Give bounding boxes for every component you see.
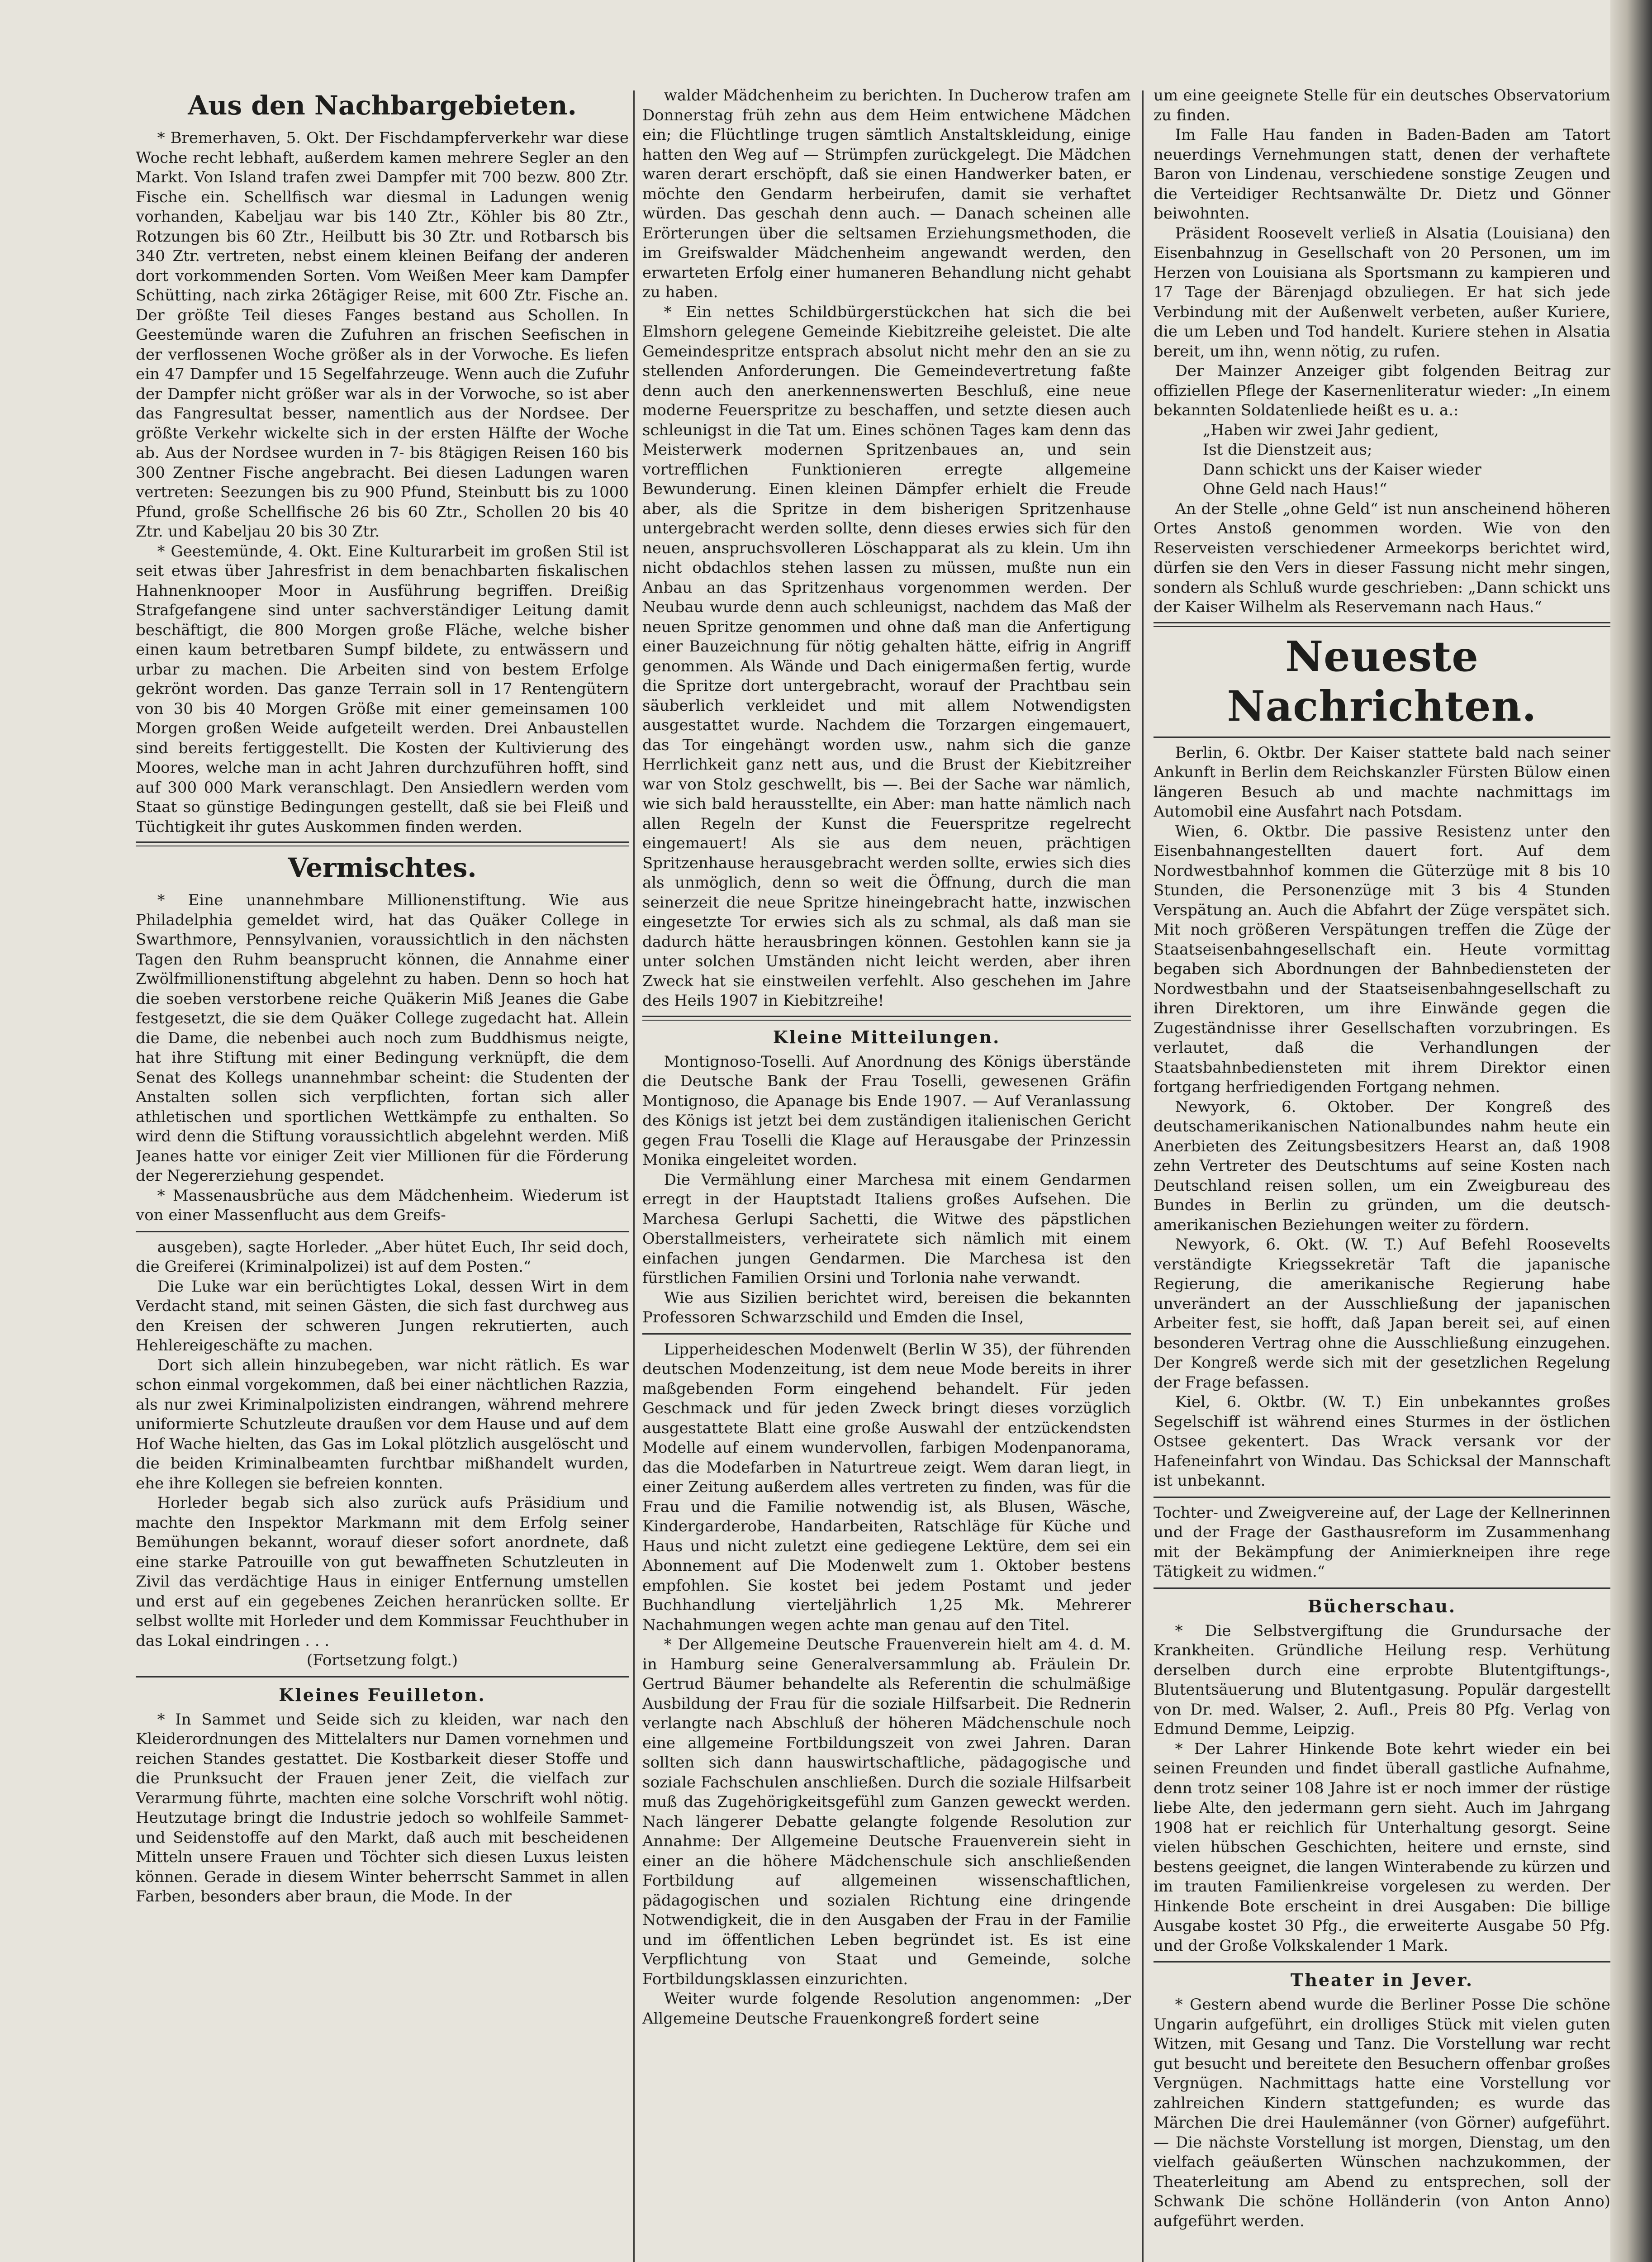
article-kellnerinnen-cont: Tochter- und Zweigvereine auf, der Lage der Kellnerinnen und der Frage der Gasthausreform im Zusammenhang mit der Bekämpfung der Animierkneipen ihre rege Tätigkeit zu widmen.“	[1154, 1503, 1610, 1581]
article-fall-hau: Im Falle Hau fanden in Baden-Baden am Tatort neuerdings Vernehmungen statt, denen der verhaftete Baron von Lindenau, verschiedene sonstige Zeugen und die Verteidiger Rechtsanwälte Dr. Dietz und Gönner beiwohnten.	[1154, 126, 1610, 223]
article-sammet-seide: * In Sammet und Seide sich zu kleiden, war nach den Kleiderordnungen des Mittelalters nur Damen vornehmen und reichen Standes gestattet. Die Kostbarkeit dieser Stoffe und die Prunksucht der Frauen jener Zeit, die vielfach zur Verarmung führte, machten eine solche Vorschrift wohl nötig. Heutzutage bringt die Industrie jedoch so wohlfeile Sammet- und Seidenstoffe auf den Markt, daß auch mit bescheidenen Mitteln unsere Frauen und Töchter sich diesen Luxus leisten können. Gerade in diesem Winter beherrscht Sammet in allen Farben, besonders aber braun, die Mode. In der	[136, 1710, 629, 1906]
news-newyork-1: Newyork, 6. Oktober. Der Kongreß des deutschamerikanischen Nationalbundes nahm heute ein Anerbieten des Zeitungsbesitzers Hearst an, daß 1908 zehn Vertreter des Deutschtums auf seine Kosten nach Deutschland reisen sollen, um ein Zweigbureau des Bundes in Berlin zu gründen, um die deutsch-amerikanischen Beziehungen weiter zu fördern.	[1154, 1098, 1610, 1234]
section-heading-mitteilungen: Kleine Mitteilungen.	[773, 1026, 1001, 1047]
article-geestemuende: * Geestemünde, 4. Okt. Eine Kulturarbeit im großen Stil ist seit etwas über Jahresfrist in dem benachbarten fiskalischen Hahnenknooper Moor in Ausführung begriffen. Dreißig Strafgefangene sind unter sachverständiger Leitung damit beschäftigt, die 800 Morgen große Fläche, welche bisher einen kaum betretbaren Sumpf bildete, zu entwässern und urbar zu machen. Die Arbeiten sind von bestem Erfolge gekrönt worden. Das ganze Terrain soll in 17 Rentengütern von 30 bis 40 Morgen Größe mit einer gemeinsamen 100 Morgen großen Weide aufgeteilt werden. Drei Anbaustellen sind bereits fertiggestellt. Die Kosten der Kultivierung des Moores, welche man in acht Jahren durchzuführen hofft, sind auf 300 000 Mark veranschlagt. Den Ansiedlern werden vom Staat so günstige Bedingungen gestellt, daß sie bei Fleiß und Tüchtigkeit ihr gutes Auskommen finden werden.	[136, 542, 629, 836]
poem-line: Dann schickt uns der Kaiser wieder	[1202, 460, 1481, 479]
article-marchesa: Die Vermählung einer Marchesa mit einem Gendarmen erregt in der Hauptstadt Italiens großes Aufsehen. Die Marchesa Gerlupi Sachetti, die Witwe des päpstlichen Oberstallmeisters, verheiratete sich nämlich mit einem einfachen jungen Gendarmen. Die Marchesa ist den fürstlichen Familien Orsini und Torlonia nahe verwandt.	[642, 1170, 1131, 1287]
article-ohne-geld: An der Stelle „ohne Geld“ ist nun anscheinend höheren Ortes Anstoß genommen worden. Wie von den Reserveisten verschiedener Armeekorps berichtet wird, dürfen sie den Vers in dieser Fassung nicht mehr singen, sondern als Schluß wurde geschrieben: „Dann schickt uns der Kaiser Wilhelm als Reservemann nach Haus.“	[1154, 499, 1610, 616]
column-right	[1154, 86, 1610, 2262]
news-berlin: Berlin, 6. Oktbr. Der Kaiser stattete bald nach seiner Ankunft in Berlin dem Reichskanzler Fürsten Bülow einen längeren Besuch ab und machte nachmittags im Automobil eine Ausfahrt nach Potsdam.	[1154, 743, 1610, 821]
section-divider	[642, 1016, 1131, 1021]
section-divider	[136, 1676, 629, 1677]
article-resolution: Weiter wurde folgende Resolution angenommen: „Der Allgemeine Deutsche Frauenkongreß fordert seine	[642, 1990, 1131, 2028]
poem-line: „Haben wir zwei Jahr gedient,	[1202, 421, 1439, 439]
article-maedchenheim-start: * Massenausbrüche aus dem Mädchenheim. Wiederum ist von einer Massenflucht aus dem Greifs-	[136, 1186, 629, 1224]
section-divider	[1154, 1961, 1610, 1963]
article-kasernenliteratur: Der Mainzer Anzeiger gibt folgenden Beitrag zur offiziellen Pflege der Kasernenliteratur wieder: „In einem bekannten Soldatenliede heißt es u. a.:	[1154, 362, 1610, 419]
review-hinkende-bote: * Der Lahrer Hinkende Bote kehrt wieder ein bei seinen Freunden und findet überall gastliche Aufnahme, denn trotz seiner 108 Jahre ist er noch immer der rüstige liebe Alte, den jedermann gern sieht. Auch im Jahrgang 1908 hat er reichlich für Unterhaltung gesorgt. Seine vielen hübschen Geschichten, heitere und ernste, sind bestens geeignet, die langen Winterabende zu kürzen und im trauten Familienkreise vorgelesen zu werden. Der Hinkende Bote erscheint in drei Ausgaben: Die billige Ausgabe kostet 30 Pfg., die erweiterte Ausgabe 50 Pfg. und der Große Volkskalender 1 Mark.	[1154, 1739, 1610, 1955]
news-newyork-2: Newyork, 6. Okt. (W. T.) Auf Befehl Roosevelts verständigte Kriegssekretär Taft die japanische Regierung, die amerikanische Regierung habe unverändert an der Ausschließung der japanischen Arbeiter fest, sie hofft, daß Japan bereit sei, auf einen besonderen Vertrag ohne die Ausschließung einzugehen. Der Kongreß werde sich mit der gesetzlichen Regelung der Frage befassen.	[1154, 1236, 1610, 1392]
article-maedchenheim-cont: walder Mädchenheim zu berichten. In Ducherow trafen am Donnerstag früh zehn aus dem Heim entwichene Mädchen ein; die Flüchtlinge trugen sämtlich Anstaltskleidung, einige hatten den Weg auf — Strümpfen zurückgelegt. Die Mädchen waren derart erschöpft, daß sie einen Handwerker baten, er möchte den Gendarm herbeirufen, damit sie verhaftet würden. Das geschah denn auch. — Danach scheinen alle Erörterungen über die seltsamen Erziehungsmethoden, die im Greifswalder Mädchenheim angewandt werden, den erwarteten Erfolg einer humaneren Behandlung nicht gehabt zu haben.	[642, 86, 1131, 301]
section-heading-nachbargebiete: Aus den Nachbargebieten.	[188, 90, 577, 121]
article-frauenverein: * Der Allgemeine Deutsche Frauenverein hielt am 4. d. M. in Hamburg seine Generalversammlung ab. Fräulein Dr. Gertrud Bäumer behandelte als Referentin die schulmäßige Ausbildung der Frau für die soziale Hilfsarbeit. Die Rednerin verlangte nach Abschluß der höheren Mädchenschule noch eine allgemeine Fortbildungszeit von zwei Jahren. Daran sollten sich dann hauswirtschaftliche, pädagogische und soziale Fachschulen anschließen. Durch die soziale Hilfsarbeit muß das Zugehörigkeitsgefühl zum Ganzen geweckt werden. Nach längerer Debatte gelangte folgende Resolution zur Annahme: Der Allgemeine Deutsche Frauenverein sieht in einer an die höhere Mädchenschule sich anschließenden Fortbildung auf allgemeinen wissenschaftlichen, pädagogischen und sozialen Richtung eine dringende Notwendigkeit, die in den Ausgaben der Frau in der Familie und im öffentlichen Leben begründet ist. Es ist eine Verpflichtung von Staat und Gemeinde, solche Fortbildungsklassen einzurichten.	[642, 1635, 1131, 1988]
feuilleton-divider	[642, 1333, 1131, 1335]
section-divider	[1154, 1587, 1610, 1589]
article-toselli: Montignoso-Toselli. Auf Anordnung des Königs überstände die Deutsche Bank der Frau Toselli, gewesenen Gräfin Montignoso, die Apanage bis Ende 1907. — Auf Veranlassung des Königs ist jetzt bei dem zuständigen italienischen Gericht gegen Frau Toselli die Klage auf Herausgabe der Prinzessin Monika eingeleitet worden.	[642, 1052, 1131, 1169]
article-sizilien: Wie aus Sizilien berichtet wird, bereisen die bekannten Professoren Schwarzschild und Emden die Insel,	[642, 1288, 1131, 1326]
section-divider	[136, 841, 629, 846]
article-millionenstiftung: * Eine unannehmbare Millionenstiftung. Wie aus Philadelphia gemeldet wird, hat das Quäker College in Swarthmore, Pennsylvanien, voraussichtlich in den nächsten Tagen den Ruhm beansprucht können, die Annahme einer Zwölfmillionenstiftung abgelehnt zu haben. Denn so hoch hat die soeben verstorbene reiche Quäkerin Miß Jeanes die Gabe festgesetzt, die sie dem Quäker College zugedacht hat. Allein die Dame, die nebenbei auch noch zum Buddhismus neigte, hat ihre Stiftung mit einer Bedingung verknüpft, die dem Senat des Kollegs unannehmbar scheint: die Studenten der Anstalten sollen sich verpflichten, fortan sich aller athletischen und sportlichen Wettkämpfe zu enthalten. So wird denn die Stiftung voraussichtlich abgelehnt werden. Miß Jeanes hatte vor einiger Zeit vier Millionen für die Förderung der Negererziehung gespendet.	[136, 891, 629, 1185]
section-heading-theater: Theater in Jever.	[1290, 1970, 1474, 1990]
column-left	[136, 86, 629, 2262]
news-wien: Wien, 6. Oktbr. Die passive Resistenz unter den Eisenbahnangestellten dauert fort. Auf dem Nordwestbahnhof kommen die Güterzüge mit 8 bis 10 Stunden, die Personenzüge mit 3 bis 4 Stunden Verspätung an. Auch die Abfahrt der Züge verspätet sich. Mit noch größeren Verspätungen treffen die Züge der Staatseisenbahngesellschaft ein. Heute vormittag begaben sich Abordnungen der Bahnbediensteten der Nordwestbahn und der Staatseisenbahngesellschaft zu ihren Direktoren, um ihre Einwände gegen die Zugeständnisse ihrer Gesellschaften vorzubringen. Es verlautet, daß die Verhandlungen der Staatsbahnbediensteten mit ihrem Direktor einen fortgang herfriedigenden Fortgang nehmen.	[1154, 822, 1610, 1096]
section-heading-feuilleton: Kleines Feuilleton.	[279, 1684, 486, 1705]
poem-line: Ohne Geld nach Haus!“	[1202, 480, 1387, 498]
column-divider	[633, 90, 635, 2262]
serial-continuation: (Fortsetzung folgt.)	[306, 1651, 458, 1669]
review-theater: * Gestern abend wurde die Berliner Posse Die schöne Ungarin aufgeführt, ein drolliges Stück mit vielen guten Witzen, mit Gesang und Tanz. Die Vorstellung war recht gut besucht und bereitete den Besuchern offenbar großes Vergnügen. Nachmittags hatte eine Vorstellung vor zahlreichen Kindern stattgefunden; es wurde das Märchen Die drei Haulemänner (von Görner) aufgeführt. — Die nächste Vorstellung ist morgen, Dienstag, um den vielfach geäußerten Wünschen nachzukommen, der Theaterleitung am Abend zu entsprechen, soll der Schwank Die schöne Holländerin (von Anton Anno) aufgeführt werden.	[1154, 1996, 1610, 2230]
article-bremerhaven: * Bremerhaven, 5. Okt. Der Fischdampferverkehr war diese Woche recht lebhaft, außerdem kamen mehrere Segler an den Markt. Von Island trafen zwei Dampfer mit 700 bezw. 800 Ztr. Fische ein. Schellfisch war diesmal in Ladungen wenig vorhanden, Kabeljau war bis 140 Ztr., Köhler bis 80 Ztr., Rotzungen bis 60 Ztr., Heilbutt bis 30 Ztr. und Rotbarsch bis 340 Ztr. vertreten, nebst einem kleinen Beifang der anderen dort vorkommenden Sorten. Vom Weißen Meer kam Dampfer Schütting, nach zirka 26tägiger Reise, mit 600 Ztr. Fische an. Der größte Teil dieses Fanges bestand aus Schollen. In Geestemünde waren die Zufuhren an frischen Seefischen in der verflossenen Woche größer als in der Vorwoche. Es liefen ein 47 Dampfer und 15 Segelfahrzeuge. Wenn auch die Zufuhr der Dampfer nicht größer war als in der Vorwoche, so ist aber das Fangresultat besser, namentlich aus der Nordsee. Der größte Verkehr wickelte sich in der ersten Hälfte der Woche ab. Aus der Nordsee wurden in 7- bis 8tägigen Reisen 160 bis 300 Zentner Fische angebracht. Bei diesen Ladungen waren vertreten: Seezungen bis zu 900 Pfund, Steinbutt bis zu 1000 Pfund, große Schellfische 26 bis 60 Ztr., Schollen 20 bis 40 Ztr. und Kabeljau 20 bis 30 Ztr.	[136, 129, 629, 541]
section-heading-neueste-nachrichten: Neueste Nachrichten.	[1227, 632, 1537, 731]
section-divider	[1154, 622, 1610, 627]
section-heading-vermischtes: Vermischtes.	[288, 852, 477, 883]
article-roosevelt: Präsident Roosevelt verließ in Alsatia (Louisiana) den Eisenbahnzug in Gesellschaft von 20 Personen, um im Herzen von Louisiana als Sportsmann zu kampieren und 17 Tage der Bärenjagd obzuliegen. Er hat sich jede Verbindung mit der Außenwelt verbeten, außer Kuriere, die um Leben und Tod handelt. Kuriere stehen in Alsatia bereit, um ihn, wenn nötig, zu rufen.	[1154, 224, 1610, 361]
section-heading-buecherschau: Bücherschau.	[1307, 1596, 1457, 1616]
serial-paragraph: Horleder begab sich also zurück aufs Präsidium und machte den Inspektor Markmann mit dem Erfolg seiner Bemühungen bekannt, worauf dieser sofort anordnete, daß eine starke Patrouille von gut bewaffneten Schutzleuten in Zivil das verdächtige Haus in einiger Entfernung umstellen und erst auf ein gegebenes Zeichen heranrücken sollte. Er selbst wollte mit Horleder und dem Kommissar Feuchthuber in das Lokal eindringen . . .	[136, 1494, 629, 1650]
section-divider	[1154, 737, 1610, 738]
page-edge-shadow	[1610, 0, 1652, 2262]
serial-paragraph: Dort sich allein hinzubegeben, war nicht rätlich. Es war schon einmal vorgekommen, daß bei einer nächtlichen Razzia, als nur zwei Kriminalpolizisten eindrangen, während mehrere uniformierte Schutzleute draußen vor dem Hause und auf dem Hof Wache hielten, das Gas im Lokal plötzlich ausgelöscht und die beiden Kriminalbeamten furchtbar mißhandelt wurden, ehe ihre Kollegen sie befreien konnten.	[136, 1356, 629, 1492]
serial-paragraph: ausgeben), sagte Horleder. „Aber hütet Euch, Ihr seid doch, die Greiferei (Kriminalpolizei) ist auf dem Posten.“	[136, 1238, 629, 1276]
column-divider	[1142, 90, 1144, 2262]
column-middle	[642, 86, 1131, 2262]
feuilleton-divider	[1154, 1497, 1610, 1498]
feuilleton-divider	[136, 1231, 629, 1232]
news-kiel: Kiel, 6. Oktbr. (W. T.) Ein unbekanntes großes Segelschiff ist während eines Sturmes in der östlichen Ostsee gekentert. Das Wrack versank vor der Hafeneinfahrt von Windau. Das Schicksal der Mannschaft ist unbekannt.	[1154, 1393, 1610, 1490]
poem-line: Ist die Dienstzeit aus;	[1202, 441, 1372, 459]
review-selbstvergiftung: * Die Selbstvergiftung die Grundursache der Krankheiten. Gründliche Heilung resp. Verhütung derselben durch eine erprobte Blutentgiftungs-, Blutentsäuerung und Blutentgasung. Populär dargestellt von Dr. med. Walser, 2. Aufl., Preis 80 Pfg. Verlag von Edmund Demme, Leipzig.	[1154, 1621, 1610, 1738]
article-schildbuergerstueckchen: * Ein nettes Schildbürgerstückchen hat sich die bei Elmshorn gelegene Gemeinde Kiebitzreihe geleistet. Die alte Gemeindespritze entsprach absolut nicht mehr den an sie zu stellenden Anforderungen. Die Gemeindevertretung faßte denn auch den anerkennenswerten Beschluß, eine neue moderne Feuerspritze zu beschaffen, und setzte diesen auch schleunigst in die Tat um. Eines schönen Tages kam denn das Meisterwerk modernen Spritzenbaues an, und sein vortrefflichen Funktionieren erregte allgemeine Bewunderung. Einen kleinen Dämpfer erhielt die Freude aber, als die Spritze in dem bisherigen Spritzenhause untergebracht werden sollte, denn dieses erwies sich für den neuen, anspruchsvolleren Löschapparat als zu klein. Um ihn nicht obdachlos stehen lassen zu müssen, mußte nun ein Anbau an das Spritzenhaus vorgenommen werden. Der Neubau wurde denn auch schleunigst, nachdem das Maß der neuen Spritze genommen und ohne daß man die Anfertigung einer Bauzeichnung für nötig gehalten hätte, eifrig in Angriff genommen. Als Wände und Dach einigermaßen fertig, wurde die Spritze dort untergebracht, worauf der Prachtbau sein säuberlich verkleidet und mit allem Notwendigsten ausgestattet wurde. Nachdem die Torzargen eingemauert, das Tor eingehängt worden usw., nahm sich die ganze Herrlichkeit ganz nett aus, und die Brust der Kiebitzreiher war von Stolz geschwellt, bis —. Bei der Sache war nämlich, wie sich bald herausstellte, ein Aber: man hatte nämlich nach allen Regeln der Kunst die Feuerspritze regelrecht eingemauert! Als sie aus dem neuen, prächtigen Spritzenhause herausgebracht werden sollte, erwies sich dies als unmöglich, denn so weit die Öffnung, durch die man seinerzeit die neue Spritze hineingebracht hatte, inzwischen eingesetzte Tor erwies sich als zu schmal, als daß man sie dadurch hätte herausbringen können. Gestohlen kann sie ja unter solchen Umständen nicht leicht werden, aber ihren Zweck hat sie einstweilen verfehlt. Also geschehen im Jahre des Heils 1907 in Kiebitzreihe!	[642, 303, 1131, 1010]
article-observatorium-cont: um eine geeignete Stelle für ein deutsches Observatorium zu finden.	[1154, 86, 1610, 124]
serial-paragraph: Die Luke war ein berüchtigtes Lokal, dessen Wirt in dem Verdacht stand, mit seinen Gästen, die sich fast durchweg aus den Kreisen der schweren Jungen rekrutierten, auch Hehlereigeschäfte zu machen.	[136, 1277, 629, 1354]
article-modenwelt: Lipperheideschen Modenwelt (Berlin W 35), der führenden deutschen Modenzeitung, ist dem neue Mode bereits in ihrer maßgebenden Form eingehend behandelt. Für jeden Geschmack und für jeden Zweck bringt dieses vorzüglich ausgestattete Blatt eine große Auswahl der entzückendsten Modelle auf einem wundervollen, farbigen Modenpanorama, das die Modefarben in Naturtreue zeigt. Wem daran liegt, in einer Zeitung außerdem alles vertreten zu finden, was für die Frau und die Familie notwendig ist, als Blusen, Wäsche, Kindergarderobe, Handarbeiten, Ratschläge für Küche und Haus und nicht zuletzt eine gediegene Lektüre, dem sei ein Abonnement auf Die Modenwelt zum 1. Oktober bestens empfohlen. Sie kostet bei jedem Postamt und jeder Buchhandlung vierteljährlich 1,25 Mk. Mehrerer Nachahmungen wegen achte man genau auf den Titel.	[642, 1340, 1131, 1634]
